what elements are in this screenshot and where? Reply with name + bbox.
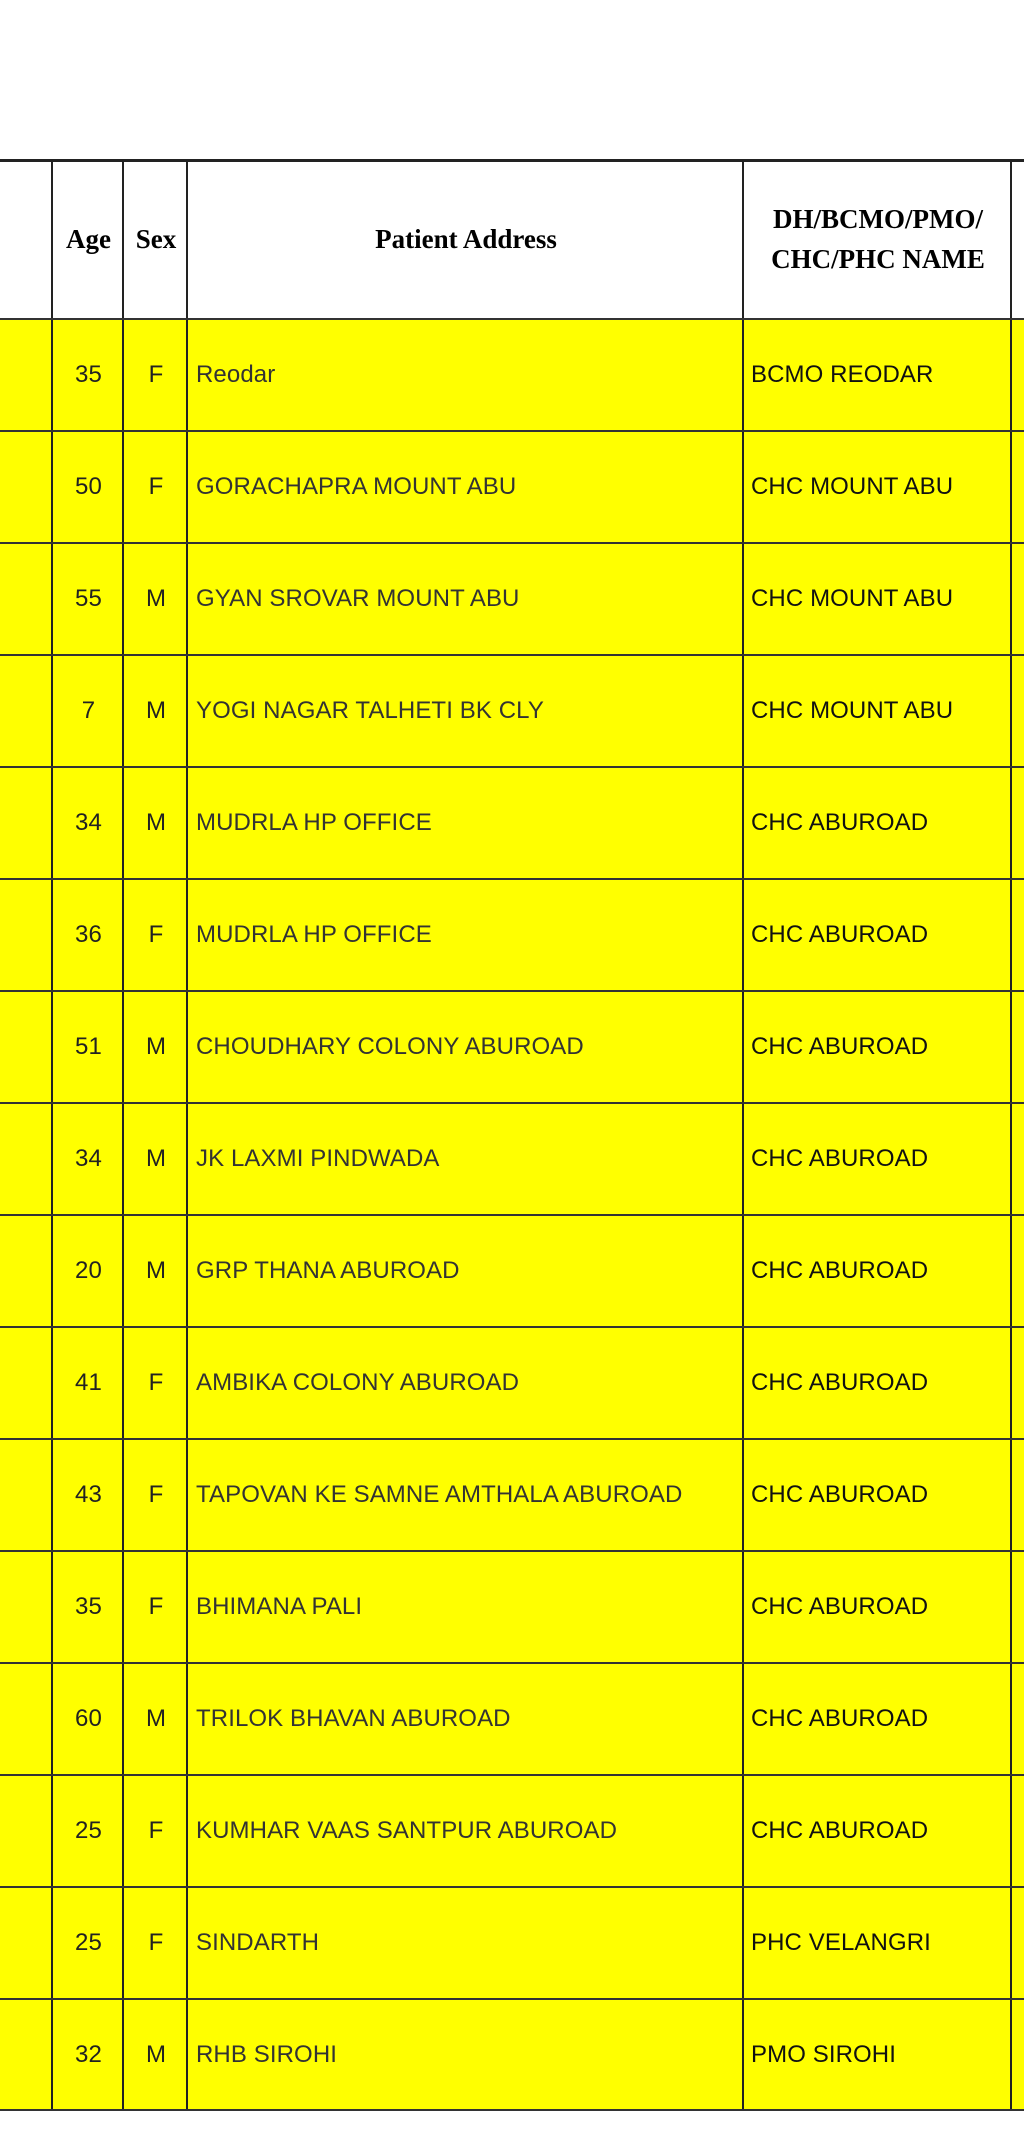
table-row [0,991,1024,1103]
column-divider [51,159,53,2111]
row-divider [0,766,1024,768]
facility-name-cell: CHC ABUROAD [751,1481,929,1508]
row-divider [0,990,1024,992]
header-patient-address: Patient Address [375,223,557,254]
row-divider [0,1998,1024,2000]
facility-name-cell: PHC VELANGRI [751,1929,931,1956]
age-cell: 34 [75,809,102,836]
table-row [0,1215,1024,1327]
row-divider [0,654,1024,656]
row-divider [0,2109,1024,2111]
header-sex: Sex [135,223,177,254]
age-cell: 34 [75,1145,102,1172]
table-row [0,1775,1024,1887]
address-cell: GORACHAPRA MOUNT ABU [196,473,517,500]
age-cell: 36 [75,921,102,948]
facility-name-cell: CHC ABUROAD [751,1817,929,1844]
facility-name-cell: CHC ABUROAD [751,1593,929,1620]
table-row [0,1887,1024,1999]
header-facility-name [744,159,1012,319]
address-cell: MUDRLA HP OFFICE [196,809,432,836]
facility-name-cell: CHC ABUROAD [751,1705,929,1732]
row-divider [0,878,1024,880]
table-row [0,1551,1024,1663]
row-divider [0,1326,1024,1328]
facility-name-cell: CHC ABUROAD [751,921,929,948]
address-cell: CHOUDHARY COLONY ABUROAD [196,1033,584,1060]
sex-cell: M [145,585,167,612]
column-divider [122,159,124,2111]
facility-name-cell: CHC ABUROAD [751,1257,929,1284]
table-row [0,543,1024,655]
address-cell: RHB SIROHI [196,2041,338,2068]
age-cell: 43 [75,1481,102,1508]
table-row [0,1999,1024,2111]
table-row [0,431,1024,543]
row-divider [0,159,1024,162]
row-divider [0,1774,1024,1776]
row-divider [0,1886,1024,1888]
header-age: Age [66,223,111,254]
sex-cell: F [148,1817,164,1844]
row-divider [0,1662,1024,1664]
address-cell: YOGI NAGAR TALHETI BK CLY [196,697,544,724]
address-cell: Reodar [196,361,276,388]
column-divider [742,159,744,2111]
facility-name-cell: CHC MOUNT ABU [751,473,954,500]
table-row [0,767,1024,879]
column-divider [1010,159,1012,2111]
age-cell: 25 [75,1929,102,1956]
age-cell: 51 [75,1033,102,1060]
sex-cell: M [145,1033,167,1060]
age-cell: 55 [75,585,102,612]
table-row [0,1103,1024,1215]
address-cell: GRP THANA ABUROAD [196,1257,460,1284]
table-row [0,879,1024,991]
table-row [0,1663,1024,1775]
sex-cell: F [148,1929,164,1956]
row-divider [0,1438,1024,1440]
header-facility-name-text: DH/BCMO/PMO/ CHC/PHC NAME [771,204,985,274]
sex-cell: F [148,1593,164,1620]
sex-cell: M [145,697,167,724]
sex-cell: F [148,1481,164,1508]
row-divider [0,542,1024,544]
facility-name-cell: CHC ABUROAD [751,1145,929,1172]
sex-cell: M [145,2041,167,2068]
table-row [0,319,1024,431]
row-divider [0,430,1024,432]
sex-cell: F [148,921,164,948]
facility-name-cell: BCMO REODAR [751,361,934,388]
sex-cell: M [145,1257,167,1284]
facility-name-cell: CHC ABUROAD [751,1369,929,1396]
age-cell: 20 [75,1257,102,1284]
table-row [0,1327,1024,1439]
sex-cell: M [145,809,167,836]
row-divider [0,1214,1024,1216]
sex-cell: F [148,473,164,500]
patient-table [0,159,1024,2120]
facility-name-cell: CHC ABUROAD [751,809,929,836]
age-cell: 35 [75,1593,102,1620]
facility-name-cell: CHC MOUNT ABU [751,585,954,612]
address-cell: GYAN SROVAR MOUNT ABU [196,585,520,612]
address-cell: AMBIKA COLONY ABUROAD [196,1369,520,1396]
age-cell: 35 [75,361,102,388]
sex-cell: M [145,1705,167,1732]
table-header-row [0,159,1024,319]
address-cell: KUMHAR VAAS SANTPUR ABUROAD [196,1817,618,1844]
address-cell: BHIMANA PALI [196,1593,363,1620]
column-divider [186,159,188,2111]
sex-cell: F [148,361,164,388]
age-cell: 32 [75,2041,102,2068]
table-row [0,655,1024,767]
address-cell: TAPOVAN KE SAMNE AMTHALA ABUROAD [196,1481,683,1508]
address-cell: MUDRLA HP OFFICE [196,921,432,948]
row-divider [0,1550,1024,1552]
sex-cell: M [145,1145,167,1172]
address-cell: SINDARTH [196,1929,320,1956]
row-divider [0,318,1024,320]
age-cell: 50 [75,473,102,500]
facility-name-cell: CHC MOUNT ABU [751,697,954,724]
age-cell: 60 [75,1705,102,1732]
row-divider [0,1102,1024,1104]
age-cell: 25 [75,1817,102,1844]
age-cell: 7 [81,697,96,724]
age-cell: 41 [75,1369,102,1396]
facility-name-cell: PMO SIROHI [751,2041,897,2068]
table-row [0,1439,1024,1551]
facility-name-cell: CHC ABUROAD [751,1033,929,1060]
address-cell: JK LAXMI PINDWADA [196,1145,440,1172]
sex-cell: F [148,1369,164,1396]
address-cell: TRILOK BHAVAN ABUROAD [196,1705,511,1732]
